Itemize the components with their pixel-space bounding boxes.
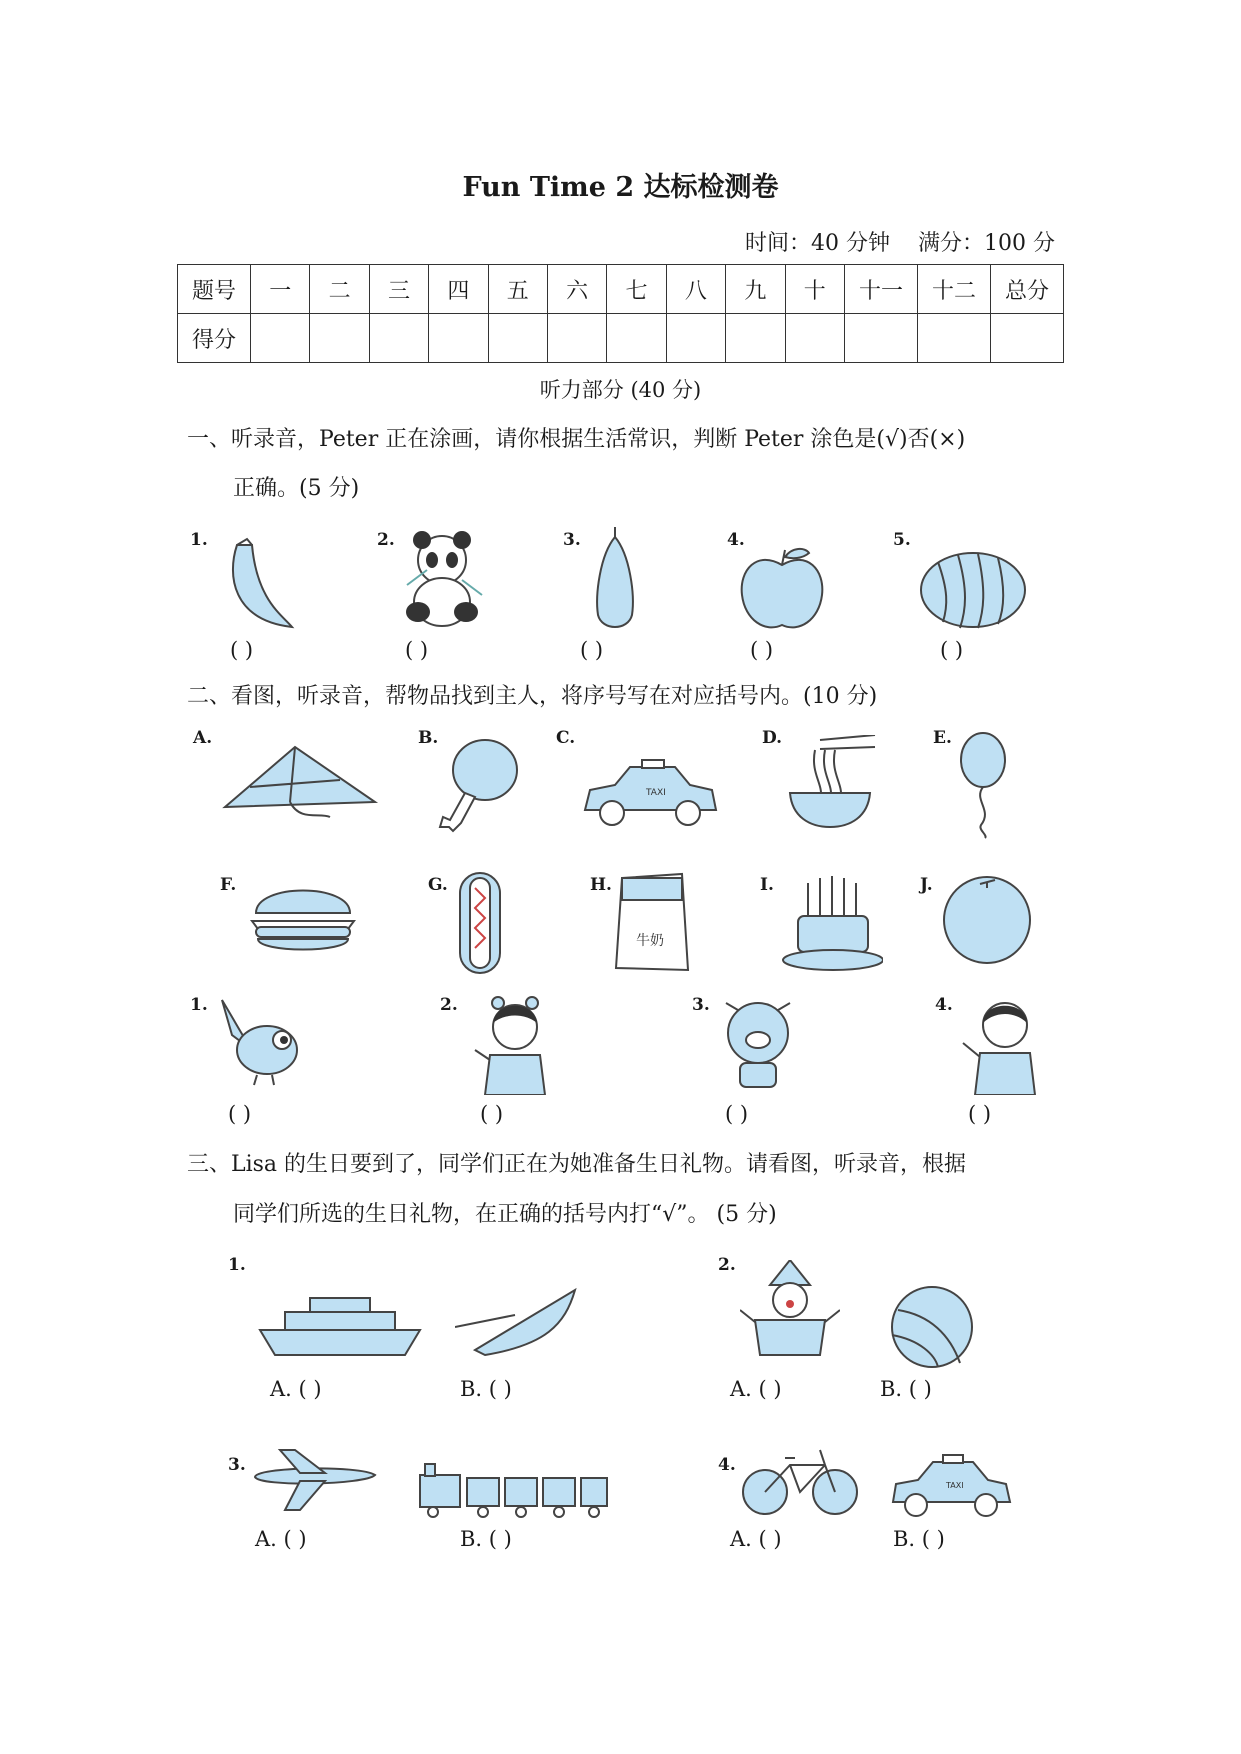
q1-item-banana <box>190 530 208 550</box>
col-1: 一 <box>251 265 310 314</box>
birthday-cake-icon <box>778 868 883 973</box>
object-letter: H. <box>590 875 612 895</box>
clown-doll-icon <box>740 1260 840 1370</box>
col-5: 五 <box>488 265 547 314</box>
item-number: 3. <box>563 530 581 550</box>
milk-bag-icon <box>612 870 692 975</box>
bird-icon <box>212 995 312 1090</box>
taxi-icon <box>888 1452 1013 1522</box>
group-number: 1. <box>228 1255 246 1275</box>
answer-blank[interactable]: ( ) <box>750 638 774 662</box>
item-number: 5. <box>893 530 911 550</box>
q1-line2: 正确。(5 分) <box>233 476 360 501</box>
score-cell[interactable] <box>666 314 725 363</box>
page-title: Fun Time 2 达标检测卷 <box>462 172 779 203</box>
col-total: 总分 <box>991 265 1064 314</box>
answer-blank[interactable]: ( ) <box>228 1102 252 1126</box>
row-label-question: 题号 <box>178 265 251 314</box>
taxi-label: TAXI <box>946 1481 964 1490</box>
answer-blank[interactable]: ( ) <box>480 1102 504 1126</box>
object-letter: E. <box>933 728 952 748</box>
kite-icon <box>220 742 380 822</box>
item-number: 4. <box>727 530 745 550</box>
score-cell[interactable] <box>918 314 991 363</box>
banana-icon <box>222 535 312 635</box>
q2-line1: 二、看图，听录音，帮物品找到主人，将序号写在对应括号内。(10 分) <box>187 684 878 709</box>
object-letter: I. <box>760 875 774 895</box>
answer-blank[interactable]: ( ) <box>405 638 429 662</box>
panda-icon <box>392 530 492 630</box>
answer-blank[interactable]: ( ) <box>580 638 604 662</box>
girl-icon <box>470 995 560 1095</box>
group-number: 3. <box>228 1455 246 1475</box>
watermelon-icon <box>918 550 1028 630</box>
q3-line2: 同学们所选的生日礼物，在正确的括号内打“√”。 (5 分) <box>233 1202 777 1227</box>
score-cell[interactable] <box>251 314 310 363</box>
option-b-blank[interactable]: B. ( ) <box>460 1377 512 1401</box>
answer-blank[interactable]: ( ) <box>230 638 254 662</box>
col-2: 二 <box>310 265 369 314</box>
object-letter: B. <box>418 728 439 748</box>
hamburger-icon <box>248 875 358 960</box>
milk-label: 牛奶 <box>636 933 664 949</box>
score-cell[interactable] <box>429 314 488 363</box>
score-cell[interactable] <box>607 314 666 363</box>
col-9: 九 <box>726 265 785 314</box>
option-a-blank[interactable]: A. ( ) <box>730 1527 782 1551</box>
col-3: 三 <box>369 265 428 314</box>
score-cell[interactable] <box>547 314 606 363</box>
score-cell[interactable] <box>991 314 1064 363</box>
option-a-blank[interactable]: A. ( ) <box>255 1527 307 1551</box>
score-cell[interactable] <box>785 314 844 363</box>
pig-icon <box>718 995 798 1095</box>
train-icon <box>415 1460 610 1520</box>
col-12: 十二 <box>918 265 991 314</box>
group-number: 4. <box>718 1455 736 1475</box>
apple-icon <box>737 545 827 635</box>
object-letter: F. <box>220 875 237 895</box>
option-a-blank[interactable]: A. ( ) <box>270 1377 322 1401</box>
orange-icon <box>940 872 1035 967</box>
owner-number: 4. <box>935 995 953 1015</box>
score-cell[interactable] <box>726 314 785 363</box>
col-4: 四 <box>429 265 488 314</box>
section-title: 听力部分 (40 分) <box>539 378 702 402</box>
item-number: 2. <box>377 530 395 550</box>
col-8: 八 <box>666 265 725 314</box>
boy-icon <box>955 995 1045 1095</box>
score-cell[interactable] <box>310 314 369 363</box>
q1-item-eggplant <box>563 530 581 550</box>
boat-icon <box>455 1285 585 1360</box>
item-number: 1. <box>190 530 208 550</box>
answer-blank[interactable]: ( ) <box>725 1102 749 1126</box>
option-b-blank[interactable]: B. ( ) <box>460 1527 512 1551</box>
plane-icon <box>250 1445 380 1515</box>
object-letter: C. <box>556 728 576 748</box>
taxi-label: TAXI <box>646 788 666 798</box>
answer-blank[interactable]: ( ) <box>940 638 964 662</box>
ball-icon <box>890 1285 975 1370</box>
q3-line1: 三、Lisa 的生日要到了，同学们正在为她准备生日礼物。请看图，听录音，根据 <box>187 1152 967 1177</box>
answer-blank[interactable]: ( ) <box>968 1102 992 1126</box>
balloon-icon <box>953 730 1013 840</box>
bike-icon <box>740 1440 860 1520</box>
option-a-blank[interactable]: A. ( ) <box>730 1377 782 1401</box>
owner-number: 1. <box>190 995 208 1015</box>
option-b-blank[interactable]: B. ( ) <box>880 1377 932 1401</box>
q1-item-watermelon <box>893 530 911 550</box>
full-score: 满分：100 分 <box>918 231 1055 256</box>
chicken-leg-icon <box>435 735 525 835</box>
group-number: 2. <box>718 1255 736 1275</box>
row-label-score: 得分 <box>178 314 251 363</box>
score-cell[interactable] <box>488 314 547 363</box>
score-cell[interactable] <box>369 314 428 363</box>
exam-meta <box>745 226 1055 257</box>
owner-number: 3. <box>692 995 710 1015</box>
hot-dog-icon <box>455 868 505 978</box>
ship-icon <box>255 1290 425 1360</box>
option-b-blank[interactable]: B. ( ) <box>893 1527 945 1551</box>
score-cell[interactable] <box>845 314 918 363</box>
col-10: 十 <box>785 265 844 314</box>
object-letter: A. <box>193 728 213 748</box>
score-table-score-row <box>178 314 1064 363</box>
score-table-header-row <box>178 265 1064 314</box>
noodles-icon <box>780 735 880 835</box>
owner-number: 2. <box>440 995 458 1015</box>
taxi-icon <box>580 755 720 830</box>
time-limit: 时间：40 分钟 <box>745 231 891 256</box>
object-letter: J. <box>920 875 933 895</box>
object-letter: D. <box>762 728 783 748</box>
score-table <box>177 264 1064 363</box>
object-letter: G. <box>428 875 448 895</box>
q1-line1: 一、听录音，Peter 正在涂画，请你根据生活常识，判断 Peter 涂色是(√)否(×) <box>187 427 966 452</box>
col-11: 十一 <box>845 265 918 314</box>
col-6: 六 <box>547 265 606 314</box>
eggplant-icon <box>590 525 640 635</box>
col-7: 七 <box>607 265 666 314</box>
